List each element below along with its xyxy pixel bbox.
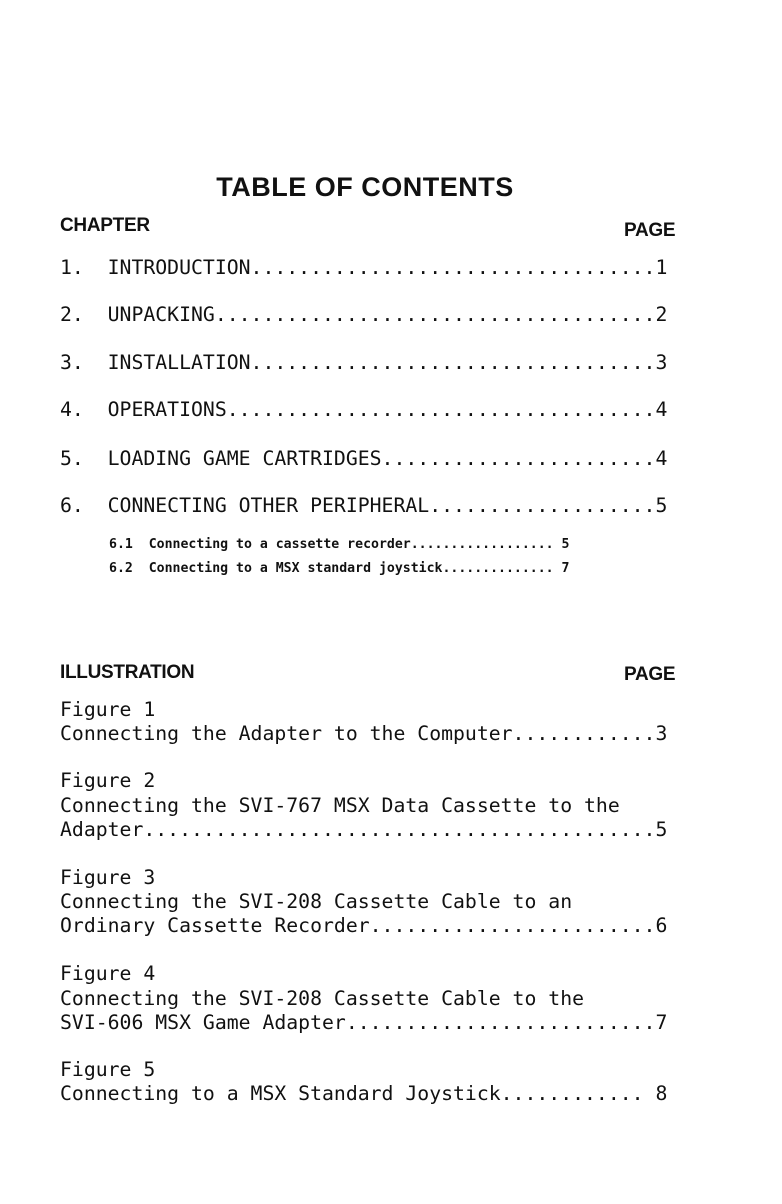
figure-caption: Connecting the SVI-208 Cassette Cable to an <box>60 890 573 913</box>
toc-entry: 4. OPERATIONS....................................4 <box>60 398 668 421</box>
toc-entry: 1. INTRODUCTION..................................1 <box>60 256 668 279</box>
illustration-page-heading: PAGE <box>624 664 676 685</box>
chapter-page-heading: PAGE <box>624 220 676 241</box>
figure-caption: Connecting to a MSX Standard Joystick............ 8 <box>60 1082 668 1105</box>
toc-entry: 2. UNPACKING.....................................2 <box>60 303 668 326</box>
figure-label: Figure 3 <box>60 866 156 889</box>
figure-caption: Connecting the SVI-767 MSX Data Cassette to the <box>60 794 620 817</box>
toc-subentry: 6.2 Connecting to a MSX standard joystick.............. 7 <box>109 561 570 576</box>
figure-caption: Adapter...........................................5 <box>60 818 668 841</box>
toc-subentry: 6.1 Connecting to a cassette recorder.................. 5 <box>109 537 570 552</box>
figure-label: Figure 2 <box>60 769 156 792</box>
figure-caption: SVI-606 MSX Game Adapter..........................7 <box>60 1011 668 1034</box>
chapter-heading: CHAPTER <box>60 215 150 236</box>
illustration-heading: ILLUSTRATION <box>60 662 195 683</box>
toc-entry: 6. CONNECTING OTHER PERIPHERAL...................5 <box>60 494 668 517</box>
figure-caption: Connecting the SVI-208 Cassette Cable to the <box>60 987 585 1010</box>
figure-label: Figure 5 <box>60 1058 156 1081</box>
figure-label: Figure 1 <box>60 698 156 721</box>
figure-label: Figure 4 <box>60 962 156 985</box>
figure-caption: Connecting the Adapter to the Computer............3 <box>60 722 668 745</box>
toc-entry: 5. LOADING GAME CARTRIDGES.......................4 <box>60 447 668 470</box>
figure-caption: Ordinary Cassette Recorder........................6 <box>60 914 668 937</box>
page-title: TABLE OF CONTENTS <box>216 172 514 202</box>
toc-entry: 3. INSTALLATION..................................3 <box>60 351 668 374</box>
